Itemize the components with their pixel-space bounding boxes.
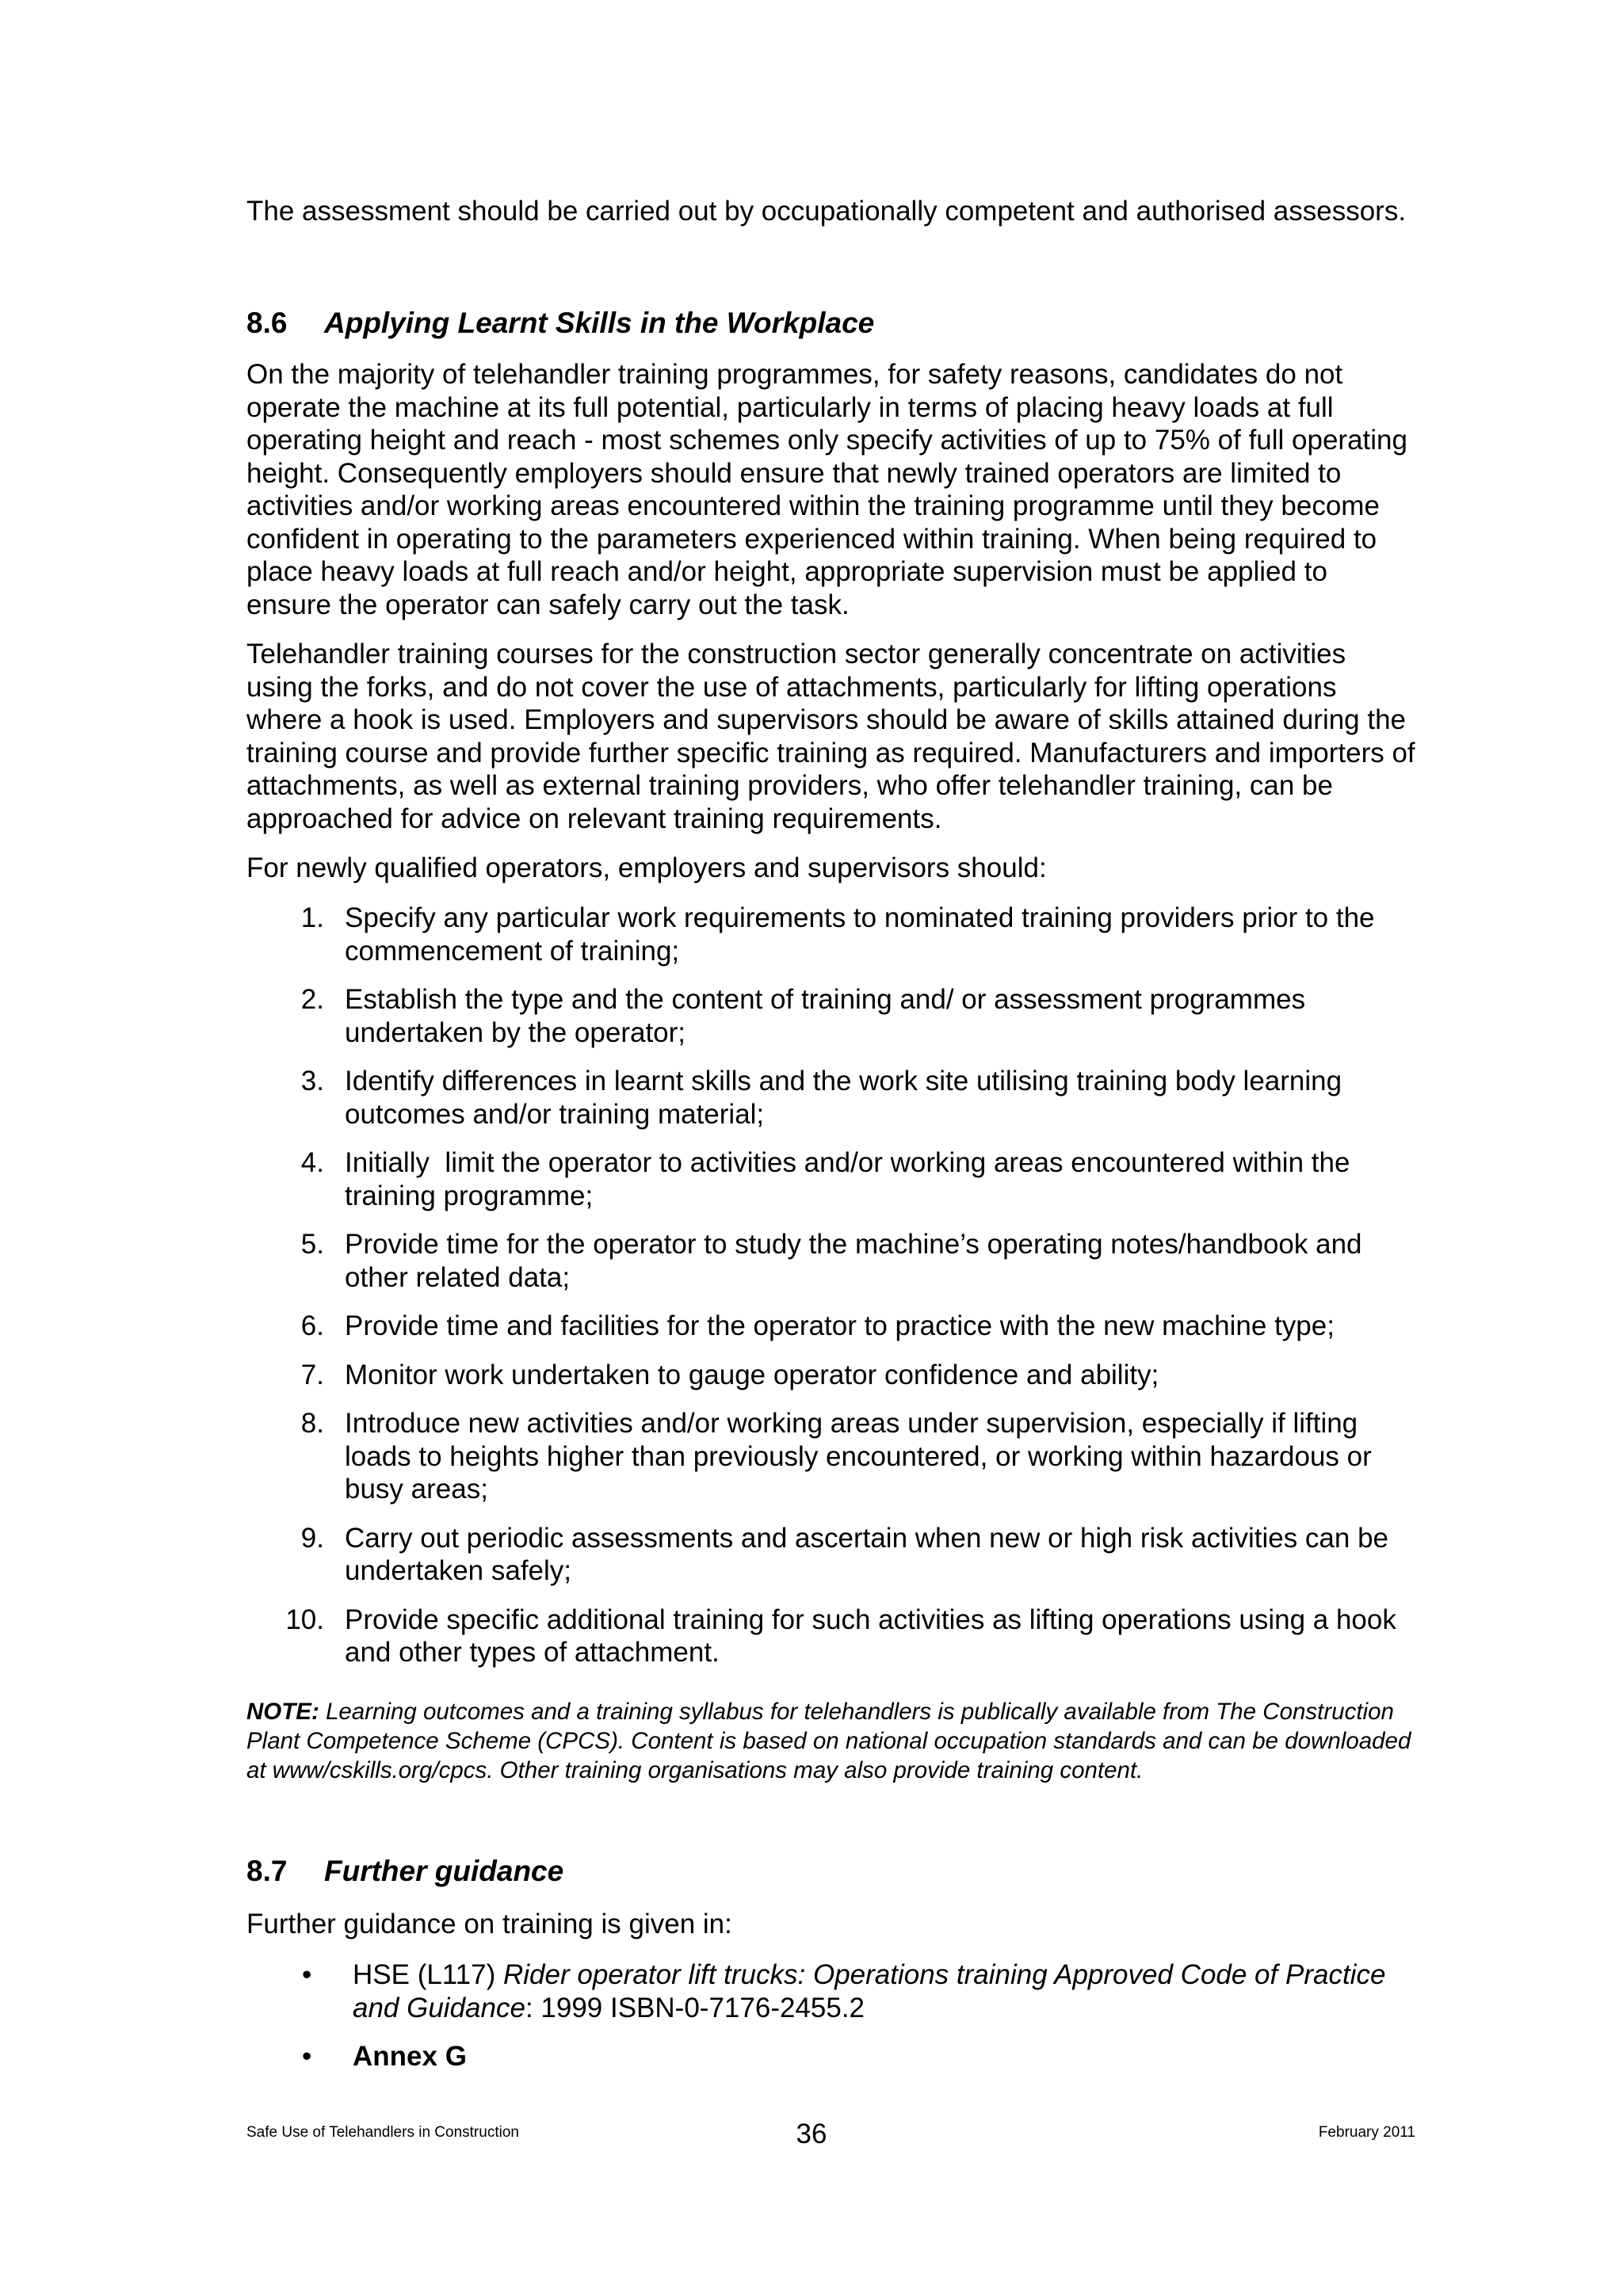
list-item-number: 9.	[300, 1522, 324, 1554]
list-item-text: Initially limit the operator to activities and/or working areas encountered within the training programme;	[345, 1147, 1358, 1211]
list-item	[246, 1228, 1419, 1294]
list-item	[246, 1146, 1419, 1212]
list-item-number: 6.	[300, 1310, 324, 1341]
list-item-number: 7.	[300, 1359, 324, 1390]
section-number: 8.6	[246, 307, 288, 339]
ref-suffix: : 1999 ISBN-0-7176-2455.2	[525, 1992, 865, 2023]
list-item	[246, 1359, 1419, 1392]
list-item-number: 8.	[300, 1408, 324, 1439]
list-item	[246, 1958, 1419, 2024]
list-item	[246, 1310, 1419, 1343]
section-8-7-intro: Further guidance on training is given in:	[246, 1909, 732, 1939]
bullet-icon: •	[302, 2041, 312, 2072]
list-item	[246, 902, 1419, 967]
list-item-number: 2.	[300, 984, 324, 1015]
section-8-6-paragraph-1: On the majority of telehandler training programmes, for safety reasons, candidates do not operate the machine at its full potential, particularly in terms of placing heavy loads at full operating height and reach - most schemes only specify activities of up to 75% of full operating height. Consequently employers should ensure that newly trained operators are limited to activities and/or working areas encountered within the training programme until they become confident in operating to the parameters experienced within training. When being required to place heavy loads at full reach and/or height, appropriate supervision must be applied to ensure the operator can safely carry out the task.	[246, 359, 1407, 620]
list-item-number: 5.	[300, 1229, 324, 1260]
ref-annex: Annex G	[353, 2041, 467, 2072]
note-text: Learning outcomes and a training syllabus for telehandlers is publically available from The Construction Plant Competence Scheme (CPCS). Content is based on national occupation standards and can be downloaded at www/cskills.org/cpcs. Other training organisations may also provide training content.	[246, 1699, 1411, 1783]
bullet-icon: •	[302, 1959, 312, 1990]
list-item	[246, 1522, 1419, 1588]
list-item-text: Identify differences in learnt skills and the work site utilising training body learning outcomes and/or training material;	[345, 1066, 1342, 1130]
list-item	[246, 1407, 1419, 1506]
list-intro: For newly qualified operators, employers and supervisors should:	[246, 852, 1047, 883]
section-heading-8-7	[246, 1854, 563, 1889]
list-item-number: 4.	[300, 1147, 324, 1178]
page-number: 36	[796, 2119, 827, 2149]
list-item-text: Establish the type and the content of training and/ or assessment programmes undertaken by the operator;	[345, 984, 1306, 1048]
section-heading-8-6	[246, 306, 874, 341]
list-item-number: 10.	[285, 1604, 324, 1635]
intro-paragraph: The assessment should be carried out by occupationally competent and authorised assessors.	[246, 196, 1407, 227]
list-item-text: Provide specific additional training for such activities as lifting operations using a hook and other types of attachment.	[345, 1604, 1396, 1668]
ref-title: Rider operator lift trucks: Operations training Approved Code of Practice and Guidance	[353, 1959, 1386, 2023]
list-item	[246, 1604, 1419, 1669]
note-label: NOTE:	[246, 1699, 319, 1725]
list-item	[246, 983, 1419, 1049]
list-item-number: 3.	[300, 1066, 324, 1097]
list-item-text: Introduce new activities and/or working areas under supervision, especially if lifting loads to heights higher than previously encountered, or working within hazardous or busy areas;	[345, 1408, 1372, 1505]
section-title: Applying Learnt Skills in the Workplace	[324, 307, 875, 339]
footer-document-title: Safe Use of Telehandlers in Construction	[246, 2124, 519, 2141]
supervisor-steps-list	[246, 902, 1419, 1685]
list-item-text: Provide time for the operator to study the machine’s operating notes/handbook and other related data;	[345, 1229, 1362, 1293]
list-item	[246, 1065, 1419, 1131]
note-paragraph	[246, 1697, 1419, 1785]
list-item-number: 1.	[300, 902, 324, 933]
list-item-text: Specify any particular work requirements to nominated training providers prior to the commencement of training;	[345, 902, 1375, 967]
list-item-text: Monitor work undertaken to gauge operator confidence and ability;	[345, 1359, 1159, 1390]
section-8-6-paragraph-2: Telehandler training courses for the construction sector generally concentrate on activities using the forks, and do not cover the use of attachments, particularly for lifting operations where a hook is used. Employers and supervisors should be aware of skills attained during the training course and provide further specific training as required. Manufacturers and importers of attachments, as well as external training providers, who offer telehandler training, can be approached for advice on relevant training requirements.	[246, 639, 1415, 834]
footer-date: February 2011	[1318, 2124, 1415, 2141]
list-item	[246, 2040, 1419, 2073]
list-item-text: Provide time and facilities for the operator to practice with the new machine type;	[345, 1310, 1335, 1341]
section-title: Further guidance	[324, 1855, 564, 1887]
list-item-text: Carry out periodic assessments and ascertain when new or high risk activities can be undertaken safely;	[345, 1522, 1389, 1586]
guidance-references-list	[246, 1958, 1419, 2089]
section-number: 8.7	[246, 1855, 288, 1887]
ref-prefix: HSE (L117)	[353, 1959, 503, 1990]
